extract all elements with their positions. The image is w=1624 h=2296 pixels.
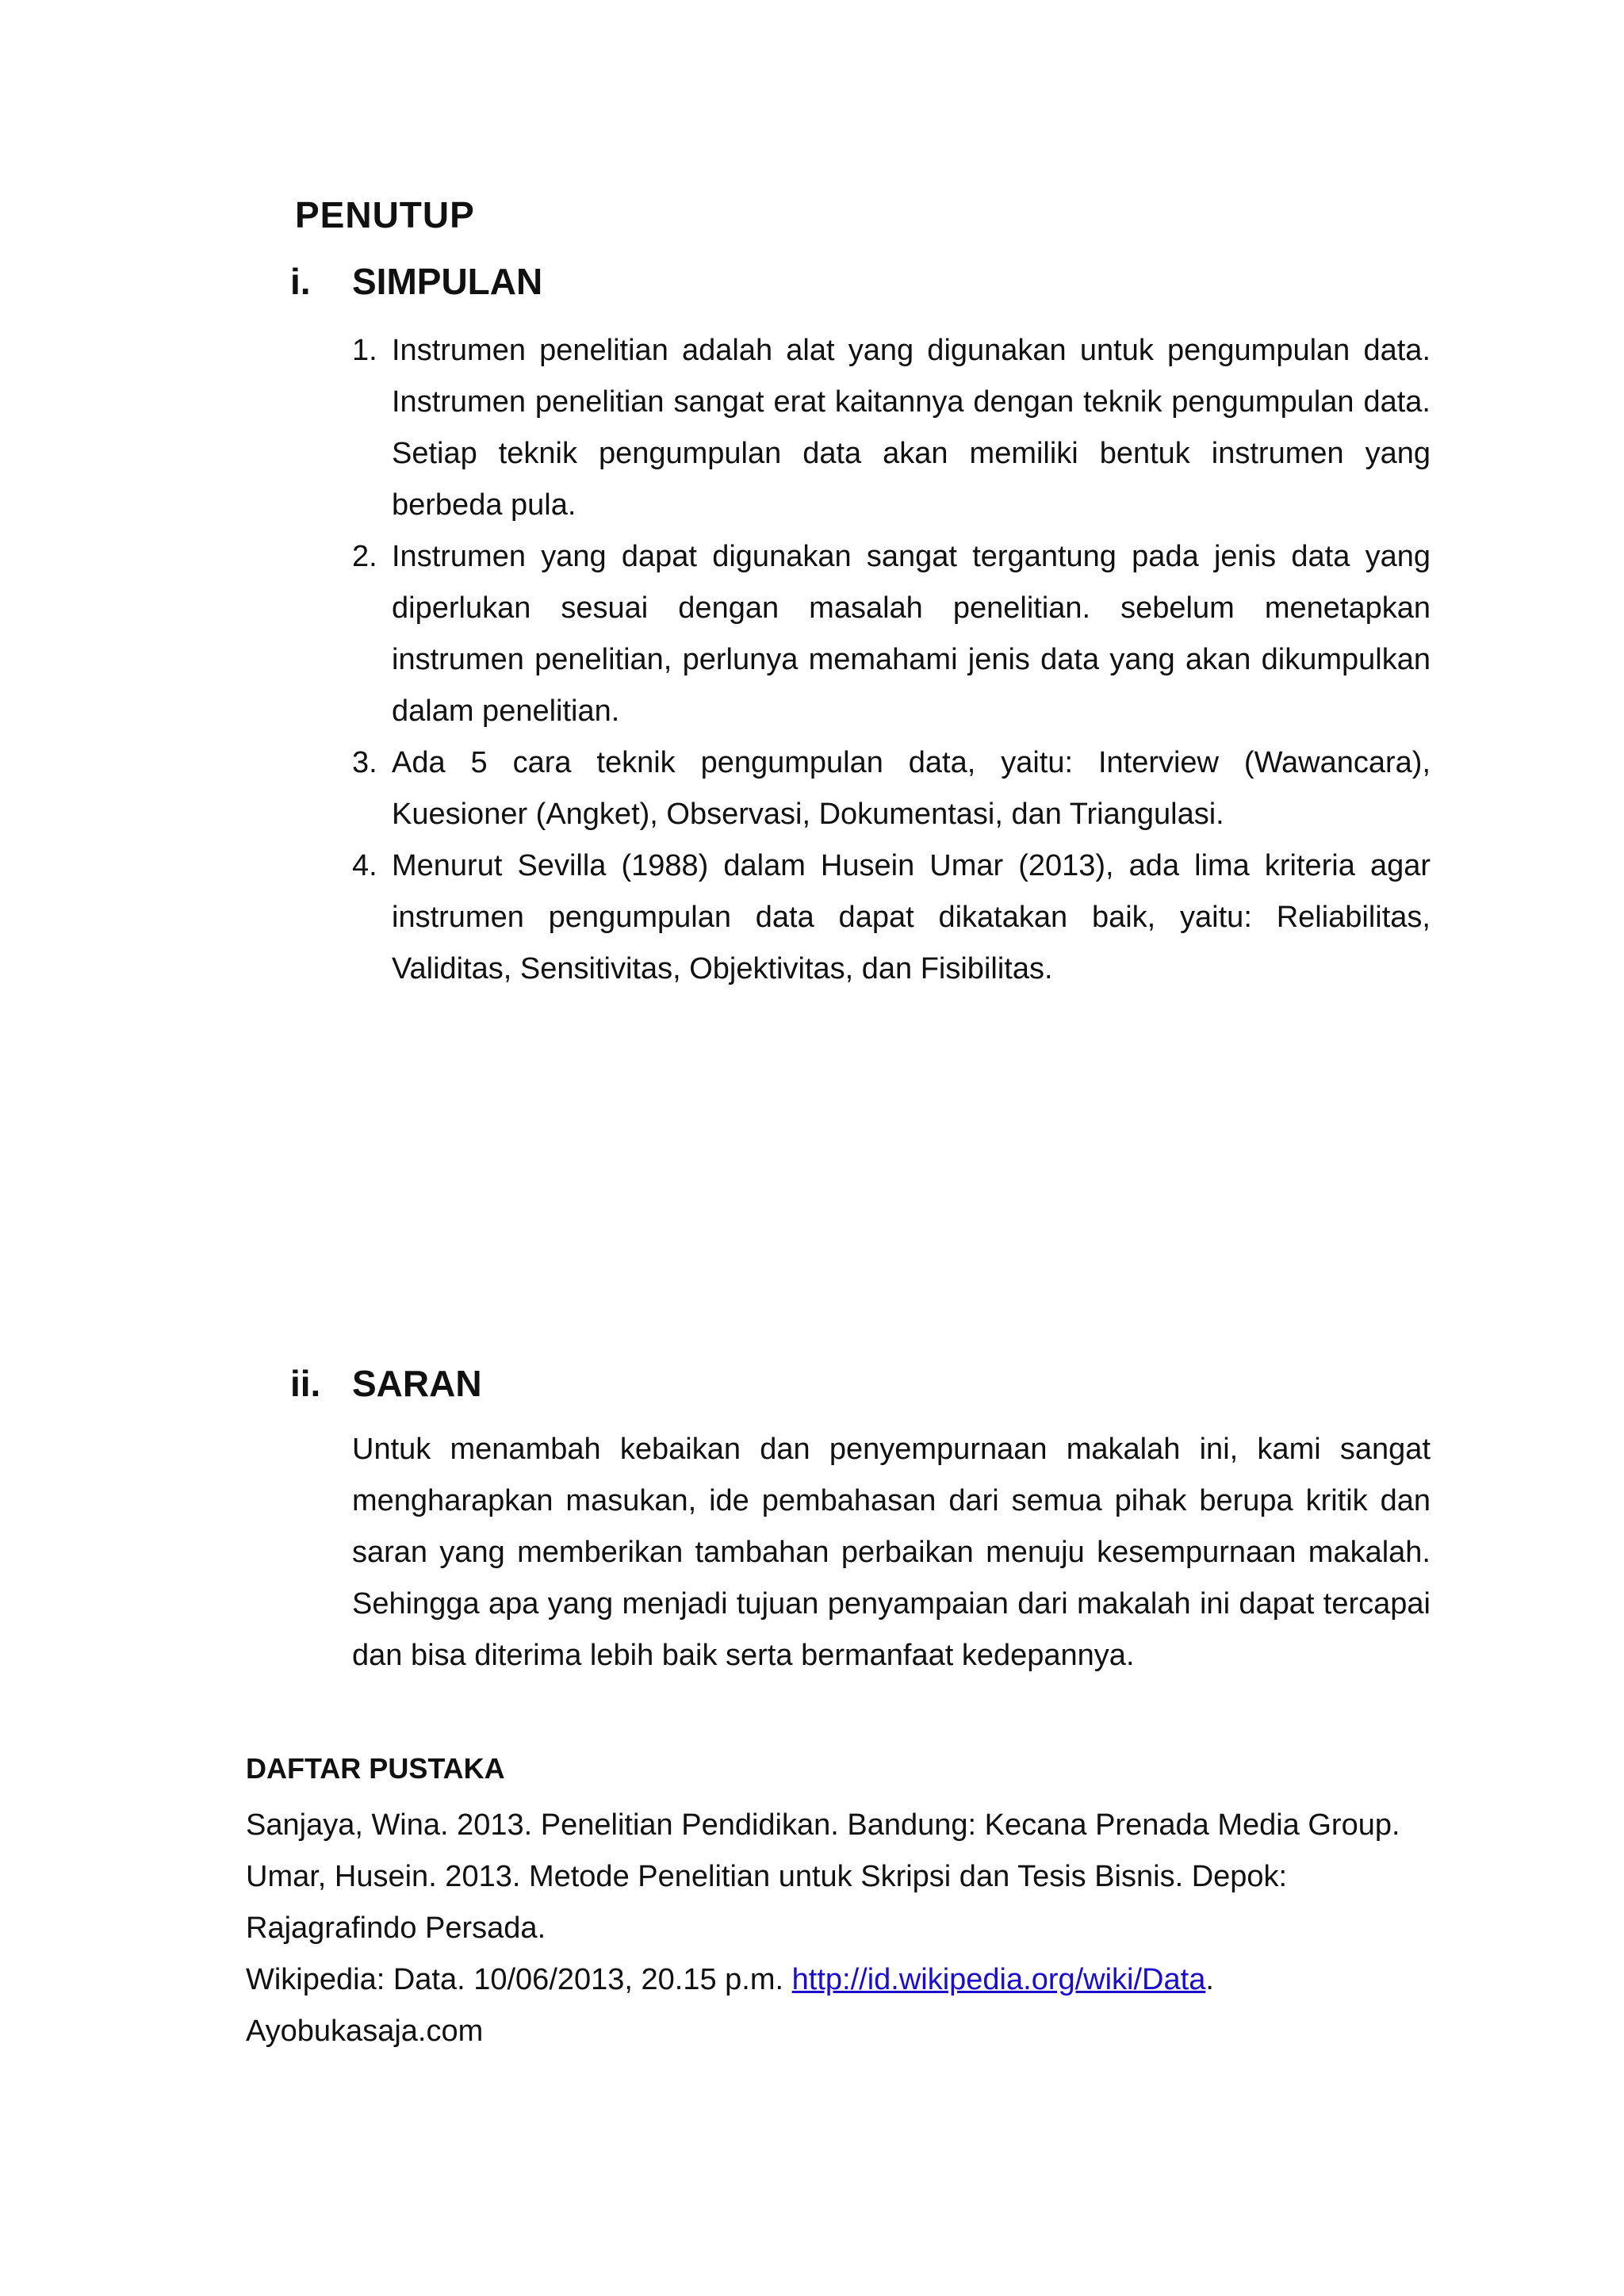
reference-punctuation: . [1205,1963,1214,1996]
list-item [349,840,1431,995]
saran-paragraph: Untuk menambah kebaikan dan penyempurnaan makalah ini, kami sangat mengharapkan masukan, ide pembahasan dari semua pihak berupa kritik dan saran yang memberikan tambahan perbaikan menuju kesempurnaan makalah. Sehingga apa yang menjadi tujuan penyampaian dari makalah ini dapat tercapai dan bisa diterima lebih baik serta bermanfaat kedepannya. [352,1433,1431,1672]
list-item [349,325,1431,531]
section-number: i. [290,261,311,302]
list-item-number: 3. [352,746,377,779]
references-list [246,1800,1435,2057]
list-item-text: Instrumen penelitian adalah alat yang digunakan untuk pengumpulan data. Instrumen penelitian sangat erat kaitannya dengan teknik pengumpulan data. Setiap teknik pengumpulan data akan memiliki bentuk instrumen yang berbeda pula. [392,334,1431,522]
list-item-number: 4. [352,849,377,882]
reference-entry: Ayobukasaja.com [246,2015,484,2048]
list-item-number: 2. [352,540,377,573]
list-item-number: 1. [352,334,377,367]
list-item-text: Ada 5 cara teknik pengumpulan data, yaitu: Interview (Wawancara), Kuesioner (Angket), Observasi, Dokumentasi, dan Triangulasi. [392,746,1431,831]
reference-entry: Umar, Husein. 2013. Metode Penelitian untuk Skripsi dan Tesis Bisnis. Depok: [246,1860,1288,1893]
reference-entry: Rajagrafindo Persada. [246,1911,546,1945]
wikipedia-link[interactable]: http://id.wikipedia.org/wiki/Data [791,1963,1206,1996]
reference-entry: Sanjaya, Wina. 2013. Penelitian Pendidikan. Bandung: Kecana Prenada Media Group. [246,1808,1400,1842]
section-heading-simpulan [290,260,1480,303]
list-item-text: Instrumen yang dapat digunakan sangat tergantung pada jenis data yang diperlukan sesuai dengan masalah penelitian. sebelum menetapkan instrumen penelitian, perlunya memahami jenis data yang akan dikumpulkan dalam penelitian. [392,540,1431,728]
section-title: SARAN [352,1363,482,1404]
references-heading: DAFTAR PUSTAKA [246,1752,505,1785]
list-item [349,531,1431,737]
simpulan-list [349,325,1431,995]
page-title: PENUTUP [295,194,475,235]
list-item-text: Menurut Sevilla (1988) dalam Husein Umar (2013), ada lima kriteria agar instrumen pengumpulan data dapat dikatakan baik, yaitu: Reliabilitas, Validitas, Sensitivitas, Objektivitas, dan Fisibilitas. [392,849,1431,985]
reference-entry-wikipedia [246,1954,1435,2006]
reference-text: Wikipedia: Data. 10/06/2013, 20.15 p.m. [246,1963,792,1996]
section-heading-saran [290,1362,1480,1405]
list-item [349,737,1431,840]
section-title: SIMPULAN [352,261,543,302]
section-number: ii. [290,1363,321,1404]
